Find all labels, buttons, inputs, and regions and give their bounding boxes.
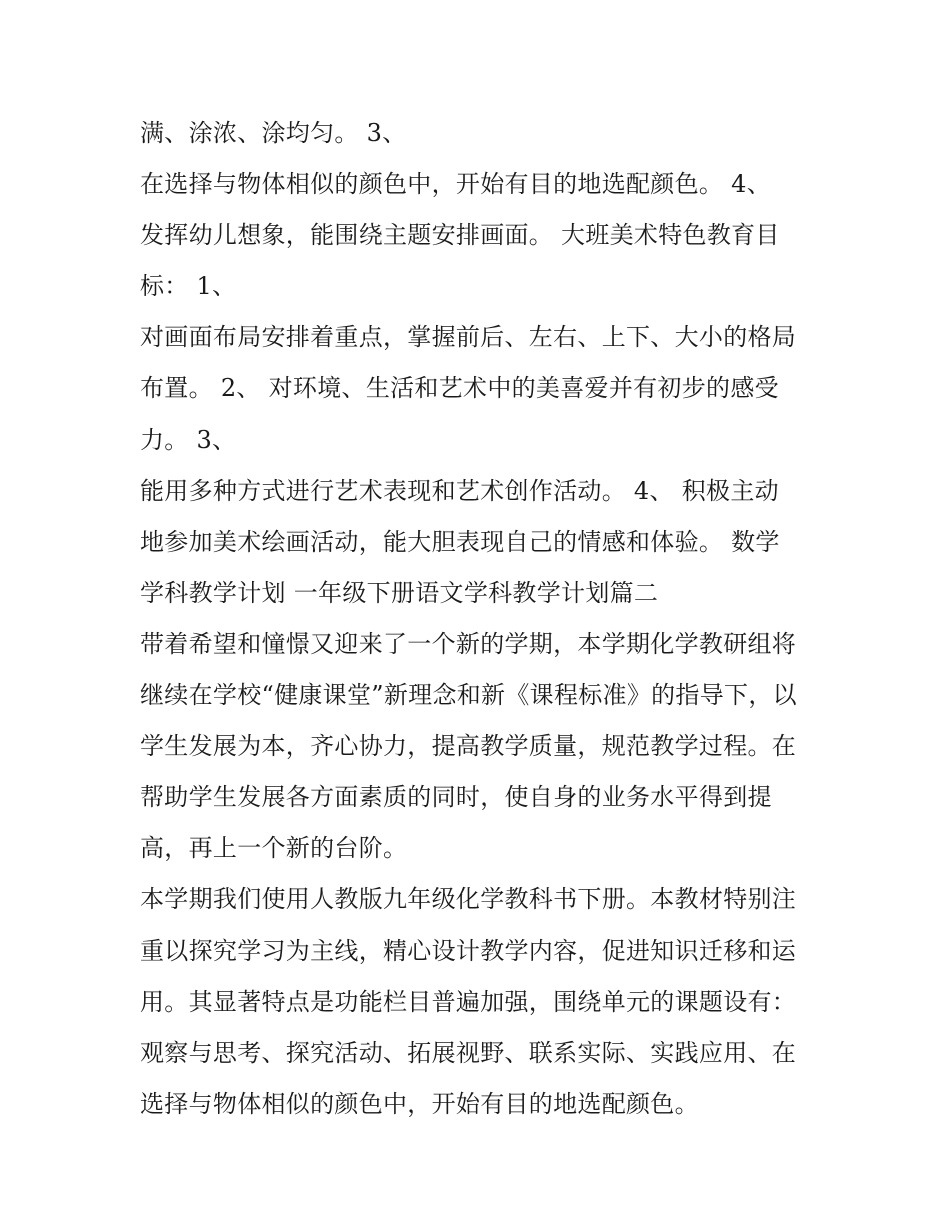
text-line: 满、涂浓、涂均匀。 3、 xyxy=(140,119,407,147)
text-line: 带着希望和憧憬又迎来了一个新的学期，本学期化学教研组将 xyxy=(140,629,797,658)
text-line: 在选择与物体相似的颜色中，开始有目的地选配颜色。 4、 xyxy=(140,170,771,199)
text-line: 选择与物体相似的颜色中，开始有目的地选配颜色。 xyxy=(140,1089,699,1118)
text-line: 用。其显著特点是功能栏目普遍加强，围绕单元的课题设有： xyxy=(140,987,797,1016)
text-line: 发挥幼儿想象，能围绕主题安排画面。 大班美术特色教育目 xyxy=(140,221,780,250)
text-line: 地参加美术绘画活动，能大胆表现自己的情感和体验。 数学 xyxy=(140,527,780,556)
text-line: 标： 1、 xyxy=(140,272,237,301)
text-line: 本学期我们使用人教版九年级化学教科书下册。本教材特别注 xyxy=(140,885,797,914)
text-line: 高，再上一个新的台阶。 xyxy=(140,834,408,863)
text-line: 对画面布局安排着重点，掌握前后、左右、上下、大小的格局 xyxy=(140,323,797,352)
text-line: 能用多种方式进行艺术表现和艺术创作活动。 4、 积极主动 xyxy=(140,476,779,505)
text-line: 观察与思考、探究活动、拓展视野、联系实际、实践应用、在 xyxy=(140,1038,797,1067)
text-line: 继续在学校“健康课堂”新理念和新《课程标准》的指导下，以 xyxy=(140,681,797,710)
text-line: 学生发展为本，齐心协力，提高教学质量，规范教学过程。在 xyxy=(140,732,797,761)
text-line: 帮助学生发展各方面素质的同时，使自身的业务水平得到提 xyxy=(140,783,772,812)
text-line: 重以探究学习为主线，精心设计教学内容，促进知识迁移和运 xyxy=(140,936,797,965)
text-line: 力。 3、 xyxy=(140,425,237,454)
document-body xyxy=(140,108,820,1130)
text-line: 学科教学计划 一年级下册语文学科教学计划篇二 xyxy=(140,578,659,607)
text-line: 布置。 2、 对环境、生活和艺术中的美喜爱并有初步的感受 xyxy=(140,374,779,403)
